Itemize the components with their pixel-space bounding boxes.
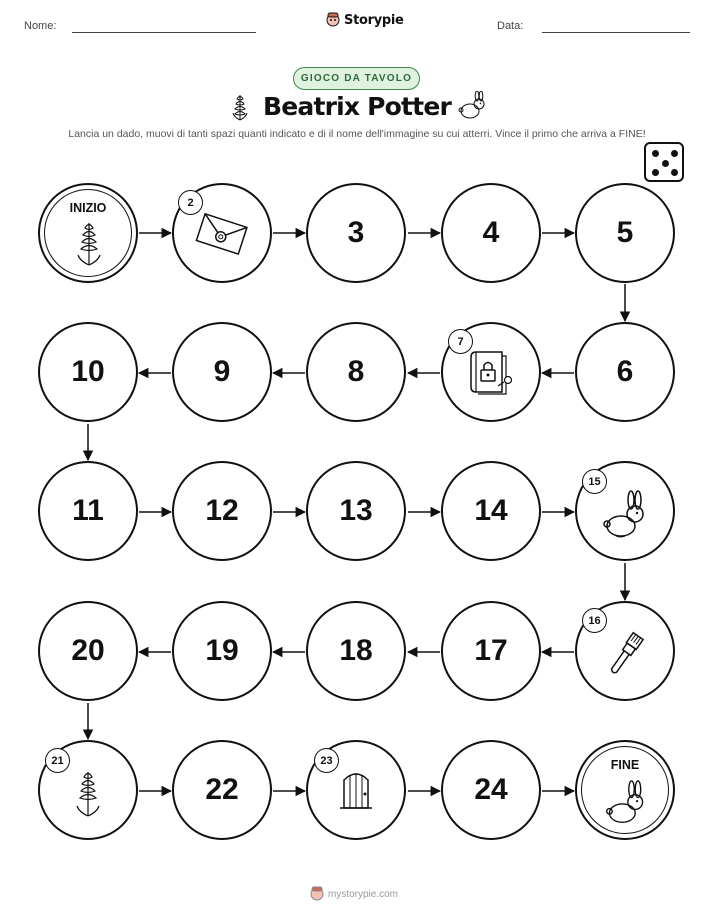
envelope-icon [195,210,249,256]
space-3[interactable] [306,183,406,283]
space-number: 14 [474,494,508,527]
space-number-badge: 16 [582,608,607,633]
space-number: 24 [474,773,508,806]
foxglove-icon [73,768,103,820]
space-9[interactable] [172,322,272,422]
finish-space[interactable] [575,740,675,840]
space-19[interactable] [172,601,272,701]
space-number: 17 [474,634,508,667]
space-20[interactable] [38,601,138,701]
space-number: 13 [339,494,373,527]
start-space[interactable] [38,183,138,283]
space-number: 3 [347,216,365,249]
space-number: 5 [616,216,634,249]
space-number: 19 [205,634,239,667]
space-number: 11 [72,494,104,527]
space-17[interactable] [441,601,541,701]
name-label: Nome: [24,20,57,32]
brand-name: Storypie [344,12,404,28]
space-number: 4 [482,216,500,249]
space-number: 8 [347,355,365,388]
space-10[interactable] [38,322,138,422]
space-number-badge: 7 [448,329,473,354]
garden-gate-icon [336,770,376,810]
space-11[interactable] [38,461,138,561]
space-18[interactable] [306,601,406,701]
finish-label: FINE [610,758,640,772]
space-22[interactable] [172,740,272,840]
foxglove-icon [74,219,104,269]
start-label: INIZIO [69,201,107,215]
space-14[interactable] [441,461,541,561]
space-number: 10 [71,355,105,388]
space-number: 20 [71,634,105,667]
space-number: 18 [339,634,373,667]
space-6[interactable] [575,322,675,422]
space-13[interactable] [306,461,406,561]
rabbit-icon [601,490,649,540]
footer-url[interactable]: mystorypie.com [328,888,399,900]
space-number: 9 [213,355,231,388]
rabbit-icon [603,780,649,826]
space-5[interactable] [575,183,675,283]
space-number-badge: 15 [582,469,607,494]
space-number-badge: 21 [45,748,70,773]
space-8[interactable] [306,322,406,422]
space-number-badge: 2 [178,190,203,215]
storypie-logo-icon [310,886,324,902]
date-label: Data: [497,20,524,32]
instructions: Lancia un dado, muovi di tanti spazi quanti indicato e di il nome dell'immagine su cui atterri. Vince il primo che arriva a FINE! [68,128,646,140]
space-number-badge: 23 [314,748,339,773]
space-number: 22 [205,773,239,806]
space-12[interactable] [172,461,272,561]
space-number: 12 [205,494,239,527]
space-number: 6 [616,355,634,388]
locked-book-icon [466,346,516,398]
footer [310,886,398,902]
page-title: Beatrix Potter [262,92,452,121]
space-4[interactable] [441,183,541,283]
category-badge: GIOCO DA TAVOLO [293,67,420,90]
paintbrush-icon [602,628,648,682]
space-24[interactable] [441,740,541,840]
